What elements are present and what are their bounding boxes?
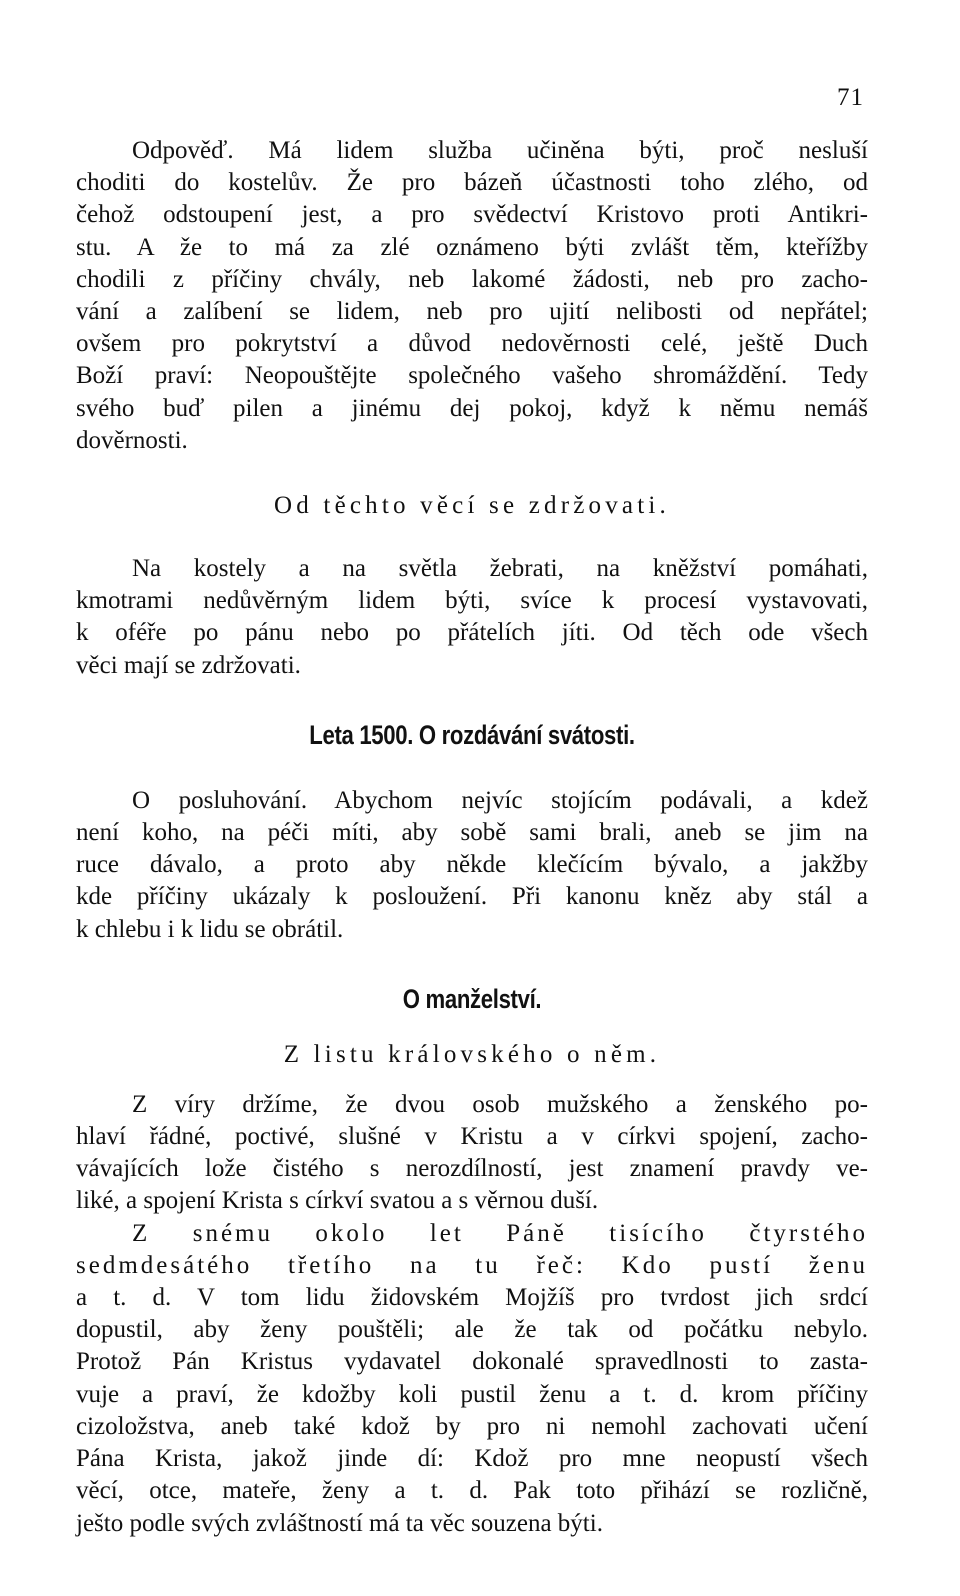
text-line: k chlebu i k lidu se obrátil. bbox=[76, 915, 344, 943]
text-line: dopustil, aby ženy pouštěli; ale že tak od počátku nebylo. bbox=[76, 1316, 868, 1344]
text-line: Z snému okolo let Páně tisícího čtyrstého bbox=[132, 1219, 868, 1247]
text-line: k oféře po pánu nebo po přátelích jíti. Od těch ode všech bbox=[76, 619, 868, 647]
paragraph-posluhovani bbox=[76, 785, 868, 946]
text-line: svého buď pilen a jinému dej pokoj, když k němu nemáš bbox=[76, 394, 868, 422]
section-heading: Od těchto věcí se zdržovati. bbox=[274, 492, 670, 520]
paragraph-kostely bbox=[76, 553, 868, 682]
text-line: Odpověď. Má lidem služba učiněna býti, proč nesluší bbox=[132, 137, 868, 164]
text-line: Pána Krista, jakož jinde dí: Kdož pro mne neopustí všech bbox=[76, 1445, 868, 1473]
text-line: ješto podle svých zvláštností má ta věc souzena býti. bbox=[76, 1509, 603, 1537]
text-line: věci mají se zdržovati. bbox=[76, 651, 301, 679]
text-line: vuje a praví, že kdožby koli pustil ženu a t. d. krom příčiny bbox=[76, 1380, 868, 1408]
chapter-heading: O manželství. bbox=[402, 983, 542, 1014]
paragraph-odpoved bbox=[76, 135, 868, 457]
text-line: kde příčiny ukázaly k posloužení. Při kanonu kněz aby stál a bbox=[76, 883, 868, 911]
section-heading: Z listu královského o něm. bbox=[283, 1040, 661, 1068]
text-line: stu. A že to má za zlé oznámeno býti zvlášt těm, kteřížby bbox=[76, 233, 868, 261]
text-line: kmotrami nedůvěrným lidem býti, svíce k procesí vystavovati, bbox=[76, 587, 868, 615]
text-line: liké, a spojení Krista s církví svatou a s věrnou duší. bbox=[76, 1187, 599, 1215]
page-number: 71 bbox=[837, 84, 864, 111]
text-line: dověrnosti. bbox=[76, 426, 188, 454]
text-line: sedmdesátého třetího na tu řeč: Kdo pustí ženu bbox=[76, 1251, 868, 1279]
page-body bbox=[76, 70, 868, 1540]
text-line: Protož Pán Kristus vydavatel dokonalé spravedlnosti to zasta- bbox=[76, 1348, 868, 1376]
text-line: ruce dávalo, a proto aby někde klečícím bývalo, a jakžby bbox=[76, 851, 868, 879]
chapter-heading: Leta 1500. O rozdávání svátosti. bbox=[309, 719, 635, 750]
text-line: Boží praví: Neopouštějte společného vašeho shromáždění. Tedy bbox=[76, 362, 868, 390]
text-line: ovšem pro pokrytství a důvod nedověrnosti celé, ještě Duch bbox=[76, 330, 868, 358]
paragraph-z-snemu bbox=[76, 1218, 868, 1540]
text-line: a t. d. V tom lidu židovském Mojžíš pro tvrdost jich srdcí bbox=[76, 1284, 868, 1312]
text-line: O posluhování. Abychom nejvíc stojícím podávali, a kdež bbox=[132, 786, 868, 814]
text-line: vávajících lože čistého s nerozdílností, jest znamení pravdy ve- bbox=[76, 1155, 868, 1183]
text-line: věcí, otce, mateře, ženy a t. d. Pak toto přihází se rozličně, bbox=[76, 1477, 868, 1505]
text-line: vání a zalíbení se lidem, neb pro ujití nelibosti od nepřátel; bbox=[76, 298, 868, 326]
text-line: chodili z příčiny chvály, neb lakomé žádosti, neb pro zacho- bbox=[76, 265, 868, 293]
text-line: choditi do kostelův. Že pro bázeň účastnosti toho zlého, od bbox=[76, 169, 868, 197]
text-line: hlaví řádné, poctivé, slušné v Kristu a v církvi spojení, zacho- bbox=[76, 1123, 868, 1151]
text-line: cizoložstva, aneb také kdož by pro ni nemohl zachovati učení bbox=[76, 1412, 868, 1440]
text-line: Na kostely a na světla žebrati, na kněžství pomáhati, bbox=[132, 555, 868, 583]
paragraph-z-viry bbox=[76, 1089, 868, 1218]
text-line: Z víry držíme, že dvou osob mužského a ženského po- bbox=[132, 1090, 868, 1118]
text-line: čehož odstoupení jest, a pro svědectví Kristovo proti Antikri- bbox=[76, 201, 868, 229]
text-line: není koho, na péči míti, aby sobě sami brali, aneb se jim na bbox=[76, 819, 868, 847]
